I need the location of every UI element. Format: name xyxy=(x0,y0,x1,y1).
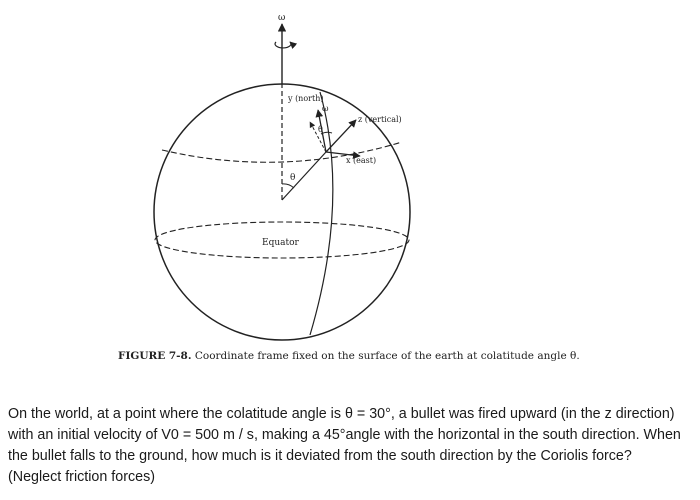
omega-label: ω xyxy=(278,13,286,23)
problem-statement: On the world, at a point where the colatitude angle is θ = 30°, a bullet was fired upward (in the z direction) with an initial velocity of V0 = 500 m / s, making a 45°angle with the horizontal in the south direction. When the bullet falls to the ground, how much is it deviated from the south direction by the Coriolis force? (Neglect friction forces) xyxy=(8,406,681,485)
omega-small-label: ω xyxy=(322,104,329,113)
z-vertical-label: z (vertical) xyxy=(358,115,402,124)
figure-caption xyxy=(118,350,678,362)
x-east-label: x (east) xyxy=(346,156,377,165)
figure-number: FIGURE 7-8. xyxy=(118,350,192,362)
figure-caption-text: Coordinate frame fixed on the surface of the earth at colatitude angle θ. xyxy=(191,350,580,362)
theta-point-label: θ xyxy=(318,125,323,134)
theta-center-label: θ xyxy=(290,173,296,183)
equator-label: Equator xyxy=(262,238,299,248)
theta-arc-center xyxy=(282,184,294,188)
y-north-label: y (north) xyxy=(288,94,324,103)
z-axis xyxy=(326,120,356,152)
rotation-curl-icon xyxy=(275,42,291,48)
radius-line xyxy=(282,152,326,200)
